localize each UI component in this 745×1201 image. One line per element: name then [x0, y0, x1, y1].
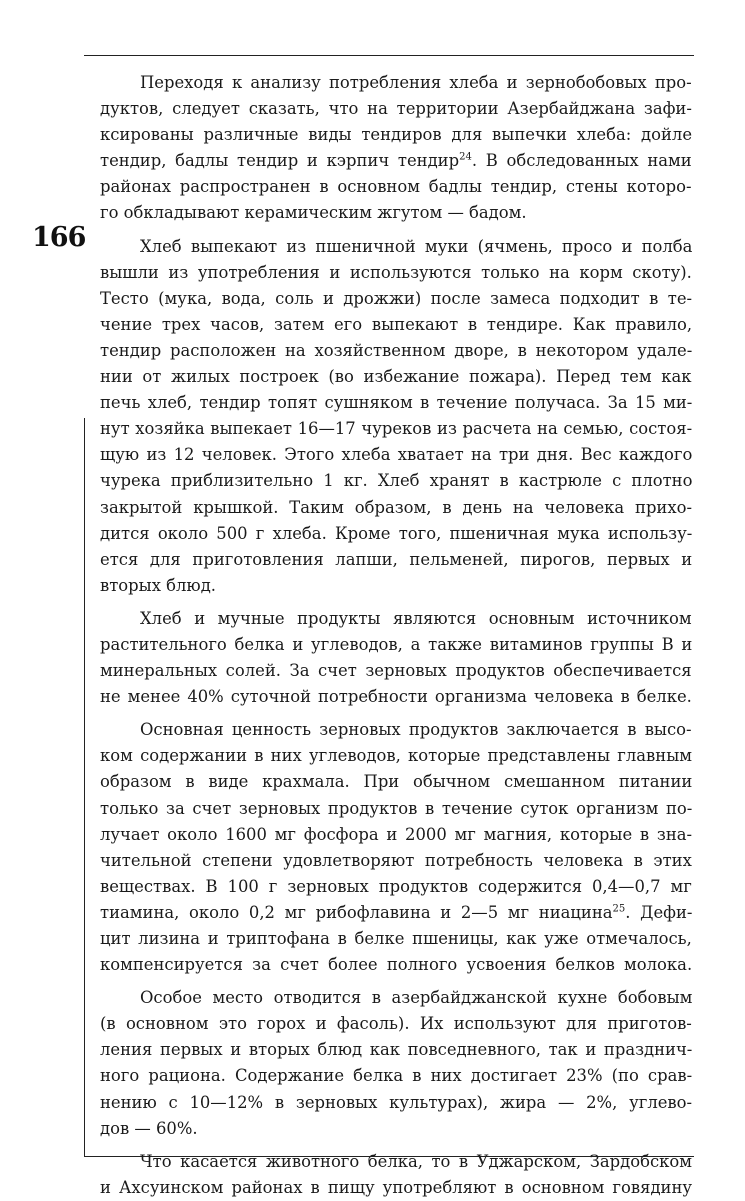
left-rule: [84, 418, 85, 1156]
text-line: щую из 12 человек. Этого хлеба хватает на три дня. Вес каждого: [100, 445, 693, 465]
text-line: только за счет зерновых продуктов в течение суток организм по-: [100, 798, 693, 818]
text-line: Хлеб и мучные продукты являются основным источником: [140, 608, 692, 628]
footnote-line-before: тендир, бадлы тендир и кэрпич тендир: [100, 151, 460, 171]
text-line: дуктов, следует сказать, что на территории Азербайджана зафи-: [100, 99, 692, 119]
text-line: цит лизина и триптофана в белке пшеницы, как уже отмечалось,: [100, 929, 692, 948]
text-line: Что касается животного белка, то в Уджарском, Зардобском: [140, 1151, 692, 1171]
text-line: минеральных солей. За счет зерновых продуктов обеспечивается: [100, 661, 692, 681]
paragraph-3: [100, 606, 692, 710]
footnote-line-after: . В обследованных нами: [471, 151, 692, 171]
text-line: лучает около 1600 мг фосфора и 2000 мг магния, которые в зна-: [100, 824, 693, 844]
paragraph-4: [100, 717, 692, 978]
text-line: компенсируется за счет более полного усвоения белков молока.: [100, 955, 693, 975]
text-line: тендир расположен на хозяйственном дворе, в некотором удале-: [100, 340, 693, 360]
text-line: нению с 10—12% в зерновых культурах), жира — 2%, углево-: [100, 1092, 693, 1112]
text-line: ного рациона. Содержание белка в них достигает 23% (по срав-: [100, 1066, 693, 1086]
body-text: [100, 70, 692, 1201]
text-line: Особое место отводится в азербайджанской кухне бобовым: [140, 988, 693, 1008]
text-line: нии от жилых построек (во избежание пожара). Перед тем как: [100, 367, 692, 387]
text-line: Хлеб выпекают из пшеничной муки (ячмень, просо и полба: [140, 236, 693, 256]
paragraph-1: [100, 70, 692, 227]
text-line: растительного белка и углеводов, а также витаминов группы В и: [100, 634, 693, 654]
text-line: вышли из употребления и используются только на корм скоту).: [100, 262, 692, 282]
text-line: районах распространен в основном бадлы тендир, стены которо-: [100, 177, 692, 197]
paragraph-2: [100, 234, 692, 599]
text-line: дов — 60%.: [100, 1118, 198, 1138]
text-line-with-footnote: [100, 900, 692, 926]
text-line: и Ахсуинском районах в пищу употребляют в основном говядину: [100, 1177, 693, 1197]
text-line: Тесто (мука, вода, соль и дрожжи) после замеса подходит в те-: [100, 288, 693, 308]
text-line: ления первых и вторых блюд как повседневного, так и празднич-: [100, 1040, 693, 1060]
text-line: (в основном это горох и фасоль). Их используют для приготов-: [100, 1014, 692, 1034]
footnote-line-after: . Дефи-: [625, 902, 693, 922]
page-number: 166: [32, 222, 86, 253]
text-line: ком содержании в них углеводов, которые представлены главным: [100, 746, 692, 766]
text-line: ется для приготовления лапши, пельменей, пирогов, первых и: [100, 549, 693, 569]
text-line: печь хлеб, тендир топят сушняком в течение получаса. За 15 ми-: [100, 393, 693, 413]
text-line: го обкладывают керамическим жгутом — бадом.: [100, 203, 527, 223]
text-line: Переходя к анализу потребления хлеба и зернобобовых про-: [140, 73, 692, 92]
text-line: дится около 500 г хлеба. Кроме того, пшеничная мука использу-: [100, 523, 693, 543]
text-line: образом в виде крахмала. При обычном смешанном питании: [100, 772, 693, 792]
footnote-line-before: тиамина, около 0,2 мг рибофлавина и 2—5 мг ниацина: [100, 902, 613, 922]
text-line: Основная ценность зерновых продуктов заключается в высо-: [140, 720, 692, 740]
text-line: закрытой крышкой. Таким образом, в день на человека прихо-: [100, 497, 693, 517]
text-line: нут хозяйка выпекает 16—17 чуреков из расчета на семью, состоя-: [100, 419, 693, 439]
text-line: вторых блюд.: [100, 575, 217, 595]
text-line: чение трех часов, затем его выпекают в тендире. Как правило,: [100, 314, 693, 334]
top-rule: [84, 55, 694, 56]
footnote-ref-25: 25: [612, 903, 626, 915]
paragraph-5: [100, 985, 692, 1142]
text-line: не менее 40% суточной потребности организма человека в белке.: [100, 687, 692, 707]
paragraph-6: [100, 1149, 692, 1201]
text-line: чительной степени удовлетворяют потребность человека в этих: [100, 850, 692, 870]
text-line: веществах. В 100 г зерновых продуктов содержится 0,4—0,7 мг: [100, 876, 692, 896]
text-line-with-footnote: [100, 148, 692, 174]
text-line: чурека приблизительно 1 кг. Хлеб хранят в кастрюле с плотно: [100, 471, 693, 491]
footnote-ref-24: 24: [459, 151, 472, 163]
text-line: ксированы различные виды тендиров для выпечки хлеба: дойле: [100, 125, 693, 145]
